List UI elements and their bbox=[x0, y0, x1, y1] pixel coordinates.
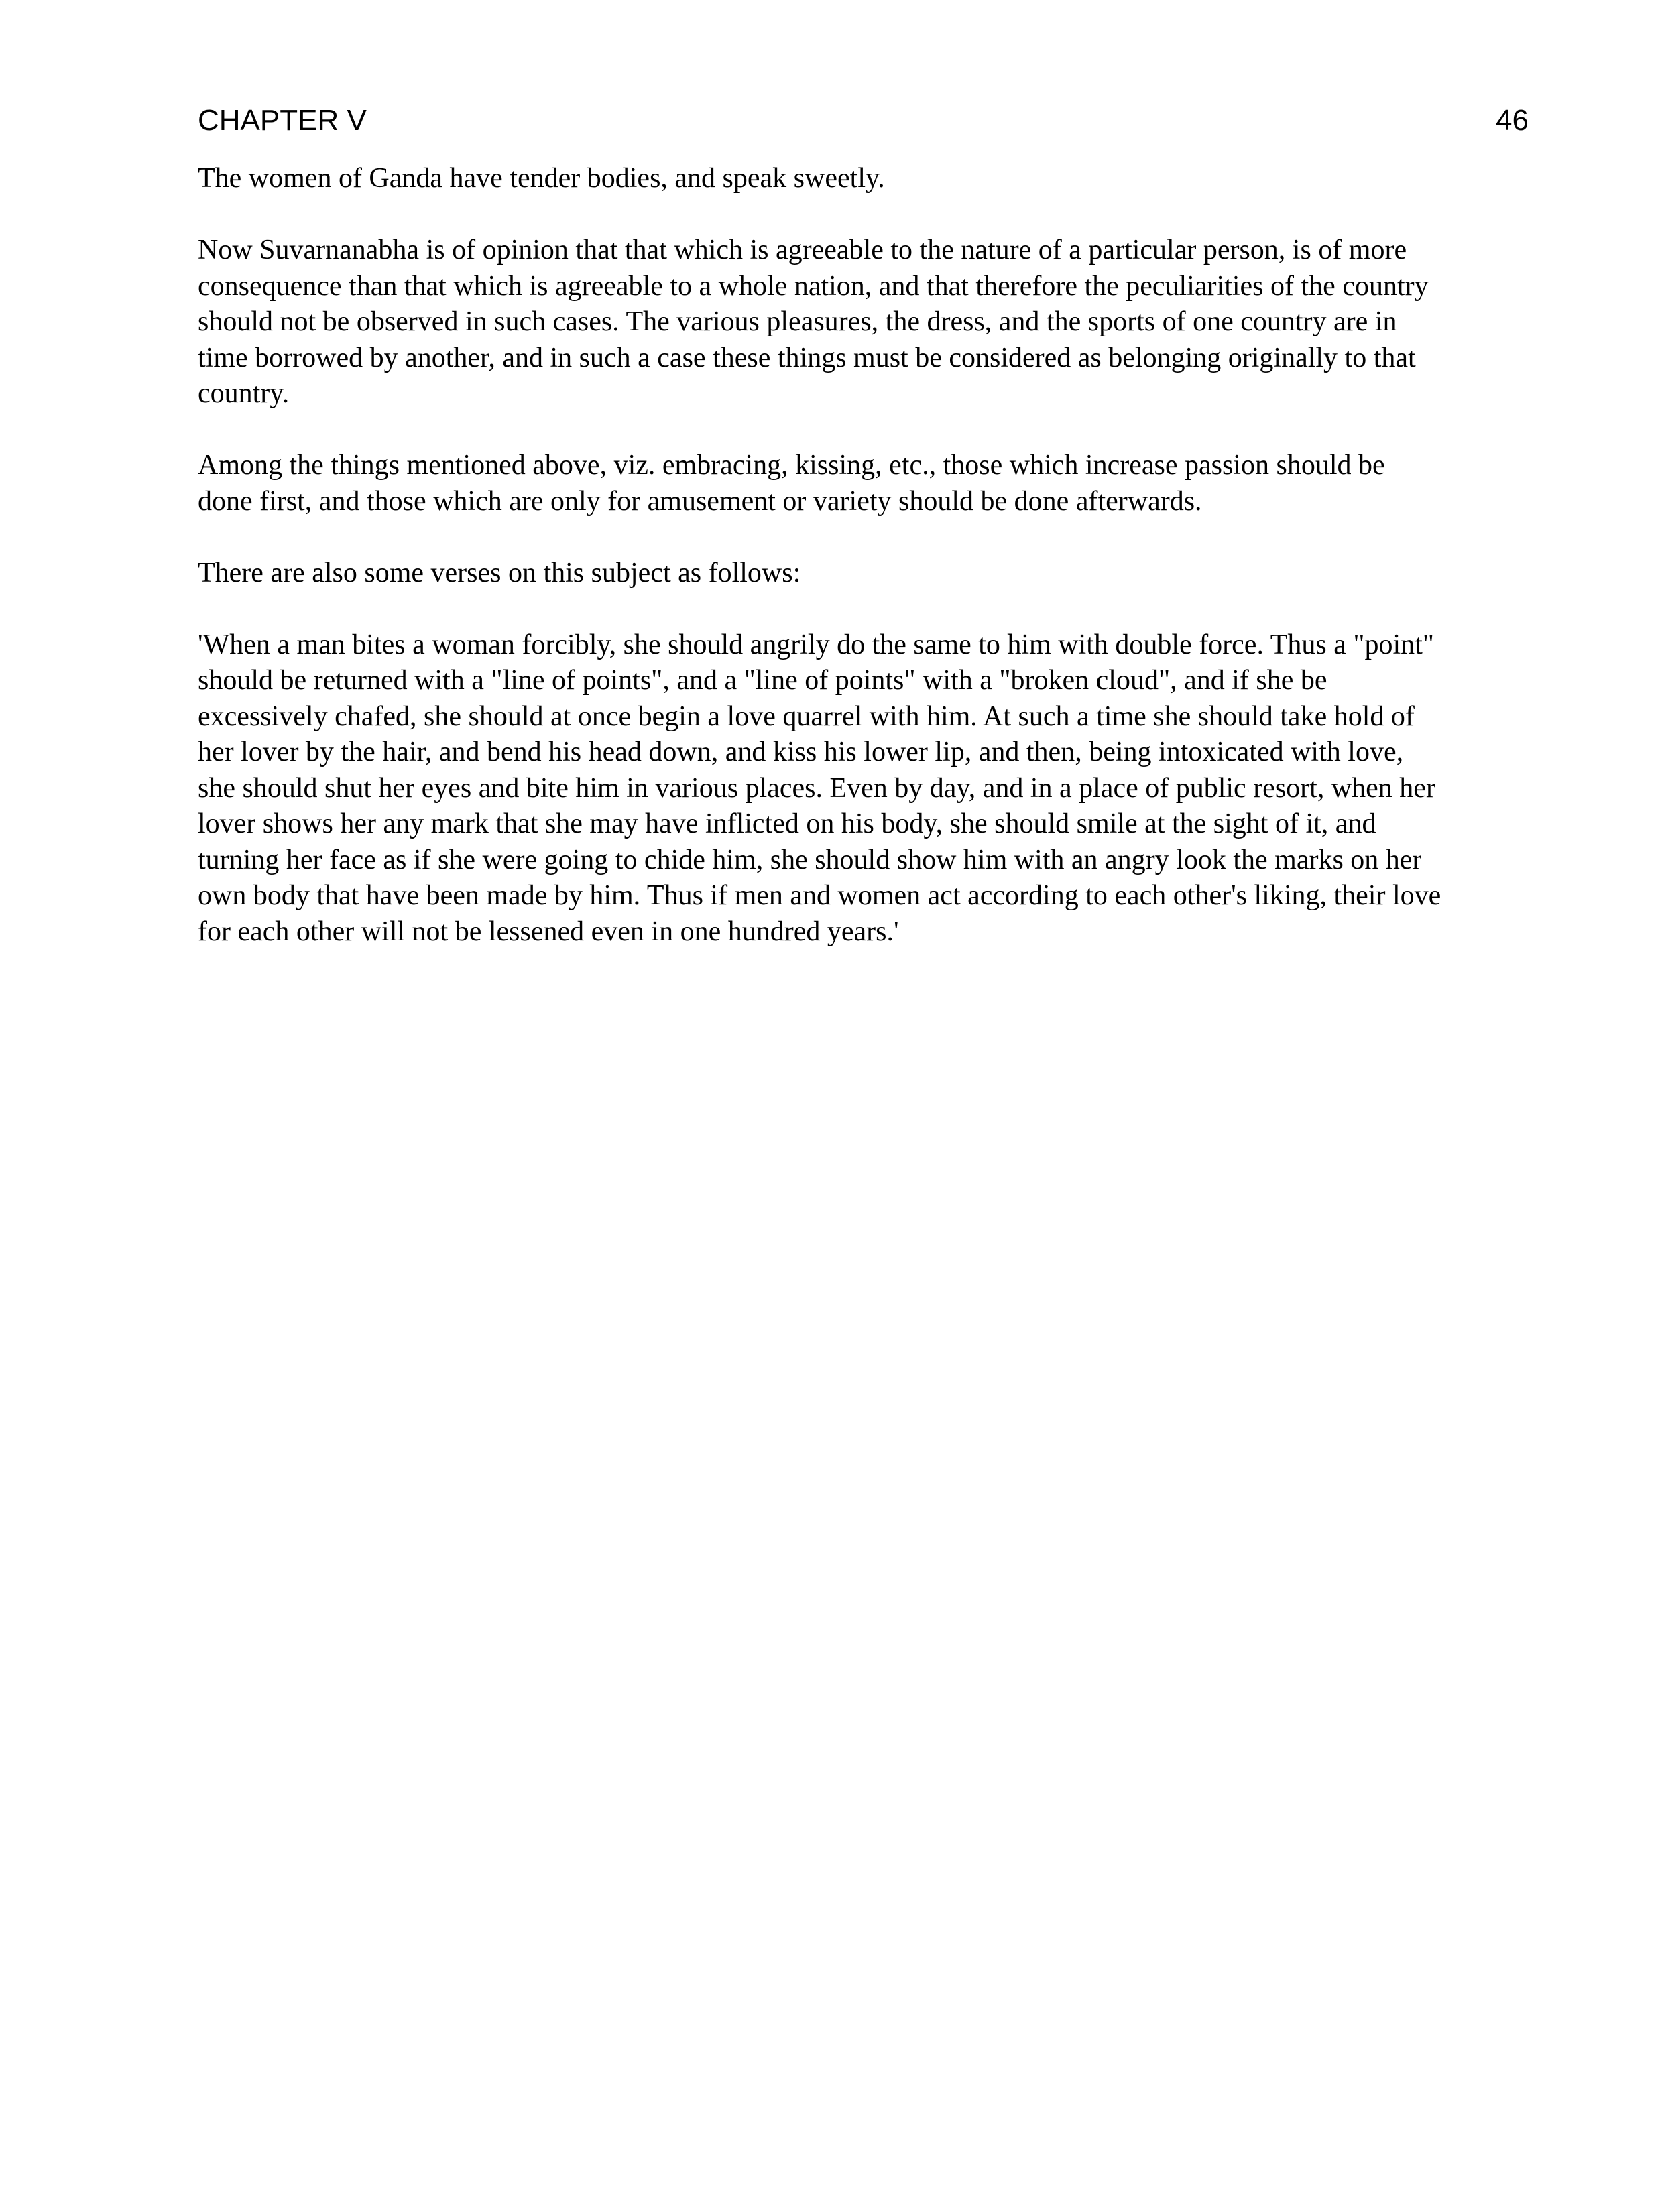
text-line: she should shut her eyes and bite him in various places. Even by day, and in a place of public resort, when her bbox=[198, 772, 1435, 804]
text-line: lover shows her any mark that she may have inflicted on his body, she should smile at the sight of it, and bbox=[198, 808, 1376, 839]
text-line: her lover by the hair, and bend his head down, and kiss his lower lip, and then, being intoxicated with love, bbox=[198, 737, 1404, 767]
text-line: Now Suvarnanabha is of opinion that that which is agreeable to the nature of a particular person, is of more bbox=[198, 235, 1407, 265]
text-line: should be returned with a "line of points", and a "line of points" with a "broken cloud", and if she be bbox=[198, 665, 1327, 696]
text-line: The women of Ganda have tender bodies, and speak sweetly. bbox=[198, 163, 885, 194]
paragraph-ganda-women bbox=[198, 161, 1529, 197]
text-line: for each other will not be lessened even in one hundred years.' bbox=[198, 916, 899, 947]
text-line: own body that have been made by him. Thus if men and women act according to each other's liking, their love bbox=[198, 880, 1441, 911]
text-line: consequence than that which is agreeable to a whole nation, and that therefore the peculiarities of the country bbox=[198, 270, 1429, 302]
text-line: should not be observed in such cases. The various pleasures, the dress, and the sports of one country are in bbox=[198, 306, 1397, 337]
body-text bbox=[198, 161, 1529, 986]
paragraph-verses-intro bbox=[198, 556, 1529, 592]
text-line: done first, and those which are only for amusement or variety should be done afterwards. bbox=[198, 485, 1202, 517]
page-number: 46 bbox=[1496, 104, 1529, 137]
text-line: excessively chafed, she should at once begin a love quarrel with him. At such a time she should take hold of bbox=[198, 700, 1415, 732]
text-line: country. bbox=[198, 378, 290, 409]
text-line: time borrowed by another, and in such a case these things must be considered as belonging originally to that bbox=[198, 342, 1416, 373]
text-line: Among the things mentioned above, viz. embracing, kissing, etc., those which increase passion should be bbox=[198, 450, 1385, 481]
text-line: turning her face as if she were going to chide him, she should show him with an angry look the marks on her bbox=[198, 844, 1422, 875]
text-line: There are also some verses on this subject as follows: bbox=[198, 557, 801, 589]
paragraph-verse-quote bbox=[198, 627, 1529, 950]
running-header bbox=[198, 102, 1529, 139]
text-line: 'When a man bites a woman forcibly, she should angrily do the same to him with double force. Thus a "point" bbox=[198, 629, 1434, 660]
paragraph-order-of-acts bbox=[198, 448, 1529, 519]
paragraph-suvarnanabha-opinion bbox=[198, 233, 1529, 412]
chapter-title: CHAPTER V bbox=[198, 104, 367, 137]
